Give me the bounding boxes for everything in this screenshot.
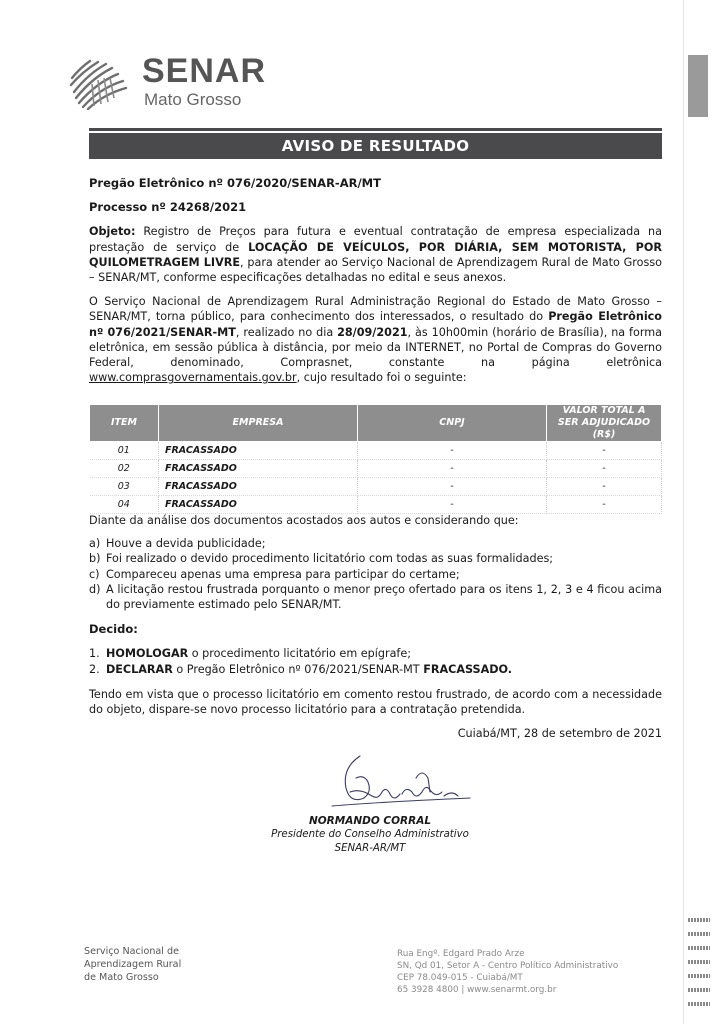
footer-contact-line: 65 3928 4800 | www.senarmt.org.br: [397, 985, 557, 995]
comprasnet-link[interactable]: www.comprasgovernamentais.gov.br: [89, 371, 297, 385]
footer-address-line: SN, Qd 01, Setor A - Centro Político Administrativo: [397, 961, 619, 971]
intro-text-4: , cujo resultado foi o seguinte:: [296, 371, 467, 385]
document-body-continued: [89, 513, 662, 741]
scan-edge-ticks: [688, 918, 710, 1016]
table-row: [90, 496, 662, 514]
cell-empresa: FRACASSADO: [159, 442, 358, 460]
scan-edge-mark: [688, 55, 708, 117]
footer-address-line: Rua Engº. Edgard Prado Arze: [397, 949, 525, 959]
footer-org-line: Aprendizagem Rural: [84, 959, 182, 970]
cell-item: 04: [90, 496, 159, 514]
cell-cnpj: -: [358, 496, 547, 514]
footer-address: [397, 948, 618, 996]
decisions-list: [89, 646, 662, 676]
table-row: [90, 442, 662, 460]
list-marker: 1.: [89, 647, 100, 661]
footer-org-line: de Mato Grosso: [84, 972, 159, 983]
banner-top-rule: [89, 128, 662, 131]
list-marker: d): [89, 582, 101, 596]
cell-item: 02: [90, 460, 159, 478]
cell-empresa: FRACASSADO: [159, 478, 358, 496]
page-edge-line: [683, 0, 684, 1024]
decision-text: o procedimento licitatório em epígrafe;: [188, 647, 412, 661]
list-marker: a): [89, 537, 101, 551]
results-table: [89, 404, 662, 514]
intro-text-1: O Serviço Nacional de Aprendizagem Rural Administração Regional do Estado de Mato Grosso – SENAR/MT, torna público, para conhecimento dos interessados, o resultado do: [89, 295, 662, 324]
cell-valor: -: [547, 478, 662, 496]
senar-logo-icon: [68, 52, 130, 110]
list-item: [89, 551, 662, 566]
processo-line: Processo nº 24268/2021: [89, 200, 247, 215]
list-marker: 2.: [89, 662, 100, 676]
document-body: [89, 170, 662, 385]
footer-org-line: Serviço Nacional de: [84, 946, 180, 957]
cell-item: 01: [90, 442, 159, 460]
cell-valor: -: [547, 460, 662, 478]
signer-name: NORMANDO CORRAL: [308, 815, 432, 827]
analysis-intro: Diante da análise dos documentos acostados aos autos e considerando que:: [89, 514, 519, 527]
objeto-text-1: Registro de Preços para futura e eventual contratação de empresa especializada na prestação de serviço de: [89, 225, 662, 254]
cell-cnpj: -: [358, 442, 547, 460]
decision-verb: HOMOLOGAR: [106, 647, 189, 661]
table-row: [90, 478, 662, 496]
list-item: [89, 536, 662, 551]
col-valor: VALOR TOTAL A SER ADJUDICADO (R$): [547, 405, 662, 442]
list-marker: b): [89, 552, 101, 566]
objeto-bold: LOCAÇÃO DE VEÍCULOS, POR DIÁRIA, SEM MOTORISTA, POR QUILOMETRAGEM LIVRE: [89, 240, 662, 269]
closing-paragraph: Tendo em vista que o processo licitatório em comento restou frustrado, de acordo com a necessidade do objeto, dispare-se novo processo licitatório para a contratação pretendida.: [89, 687, 662, 717]
cell-cnpj: -: [358, 460, 547, 478]
footer-org: [84, 945, 181, 984]
senar-logo: [68, 50, 268, 114]
signature-scribble: [320, 748, 480, 818]
list-item: [89, 567, 662, 582]
list-item: [89, 646, 662, 661]
intro-bold-2: 28/09/2021: [337, 325, 408, 339]
list-item: [89, 582, 662, 612]
logo-name: SENAR: [142, 52, 267, 90]
cell-empresa: FRACASSADO: [159, 496, 358, 514]
intro-text-2: , realizado no dia: [235, 325, 338, 339]
decided-label: Decido:: [89, 622, 138, 637]
intro-text-3: , às 10h00min (horário de Brasília), na forma eletrônica, em sessão pública à distância, por meio da INTERNET, no Portal de Compras do Governo Federal, denominado, Comprasnet, constante na página eletrônica: [89, 325, 662, 370]
logo-subtitle: Mato Grosso: [144, 90, 242, 109]
list-text: Foi realizado o devido procedimento licitatório com todas as suas formalidades;: [106, 552, 554, 566]
footer-address-line: CEP 78.049-015 - Cuiabá/MT: [397, 973, 523, 983]
cell-cnpj: -: [358, 478, 547, 496]
col-item: ITEM: [90, 405, 159, 442]
signature-block: [240, 814, 500, 856]
decision-verb: DECLARAR: [106, 662, 173, 676]
cell-item: 03: [90, 478, 159, 496]
intro-paragraph: [89, 294, 662, 385]
table-row: [90, 460, 662, 478]
decision-result: FRACASSADO.: [423, 662, 513, 676]
banner-title: AVISO DE RESULTADO: [89, 133, 662, 159]
objeto-text-2: , para atender ao Serviço Nacional de Aprendizagem Rural de Mato Grosso – SENAR/MT, conforme especificações detalhadas no edital e seus anexos.: [89, 255, 662, 285]
cell-empresa: FRACASSADO: [159, 460, 358, 478]
signer-role: Presidente do Conselho Administrativo: [271, 829, 469, 840]
intro-bold-1: Pregão Eletrônico nº 076/2021/SENAR-MT: [89, 310, 662, 339]
col-empresa: EMPRESA: [159, 405, 358, 442]
col-cnpj: CNPJ: [358, 405, 547, 442]
considerations-list: [89, 536, 662, 612]
results-table-header: [90, 405, 662, 442]
list-text: Houve a devida publicidade;: [106, 537, 266, 551]
list-text: Compareceu apenas uma empresa para participar do certame;: [106, 567, 460, 581]
cell-valor: -: [547, 496, 662, 514]
objeto-label: Objeto:: [89, 225, 136, 239]
list-text: A licitação restou frustrada porquanto o menor preço ofertado para os itens 1, 2, 3 e 4 ficou acima do previamente estimado pelo SENAR/MT.: [106, 582, 662, 612]
cell-valor: -: [547, 442, 662, 460]
objeto-paragraph: [89, 224, 662, 285]
signer-org: SENAR-AR/MT: [334, 843, 406, 854]
decision-text: o Pregão Eletrônico nº 076/2021/SENAR-MT: [172, 662, 424, 676]
pregao-line: Pregão Eletrônico nº 076/2020/SENAR-AR/MT: [89, 176, 381, 190]
list-item: [89, 662, 662, 677]
list-marker: c): [89, 567, 100, 581]
date-line: Cuiabá/MT, 28 de setembro de 2021: [457, 727, 662, 741]
